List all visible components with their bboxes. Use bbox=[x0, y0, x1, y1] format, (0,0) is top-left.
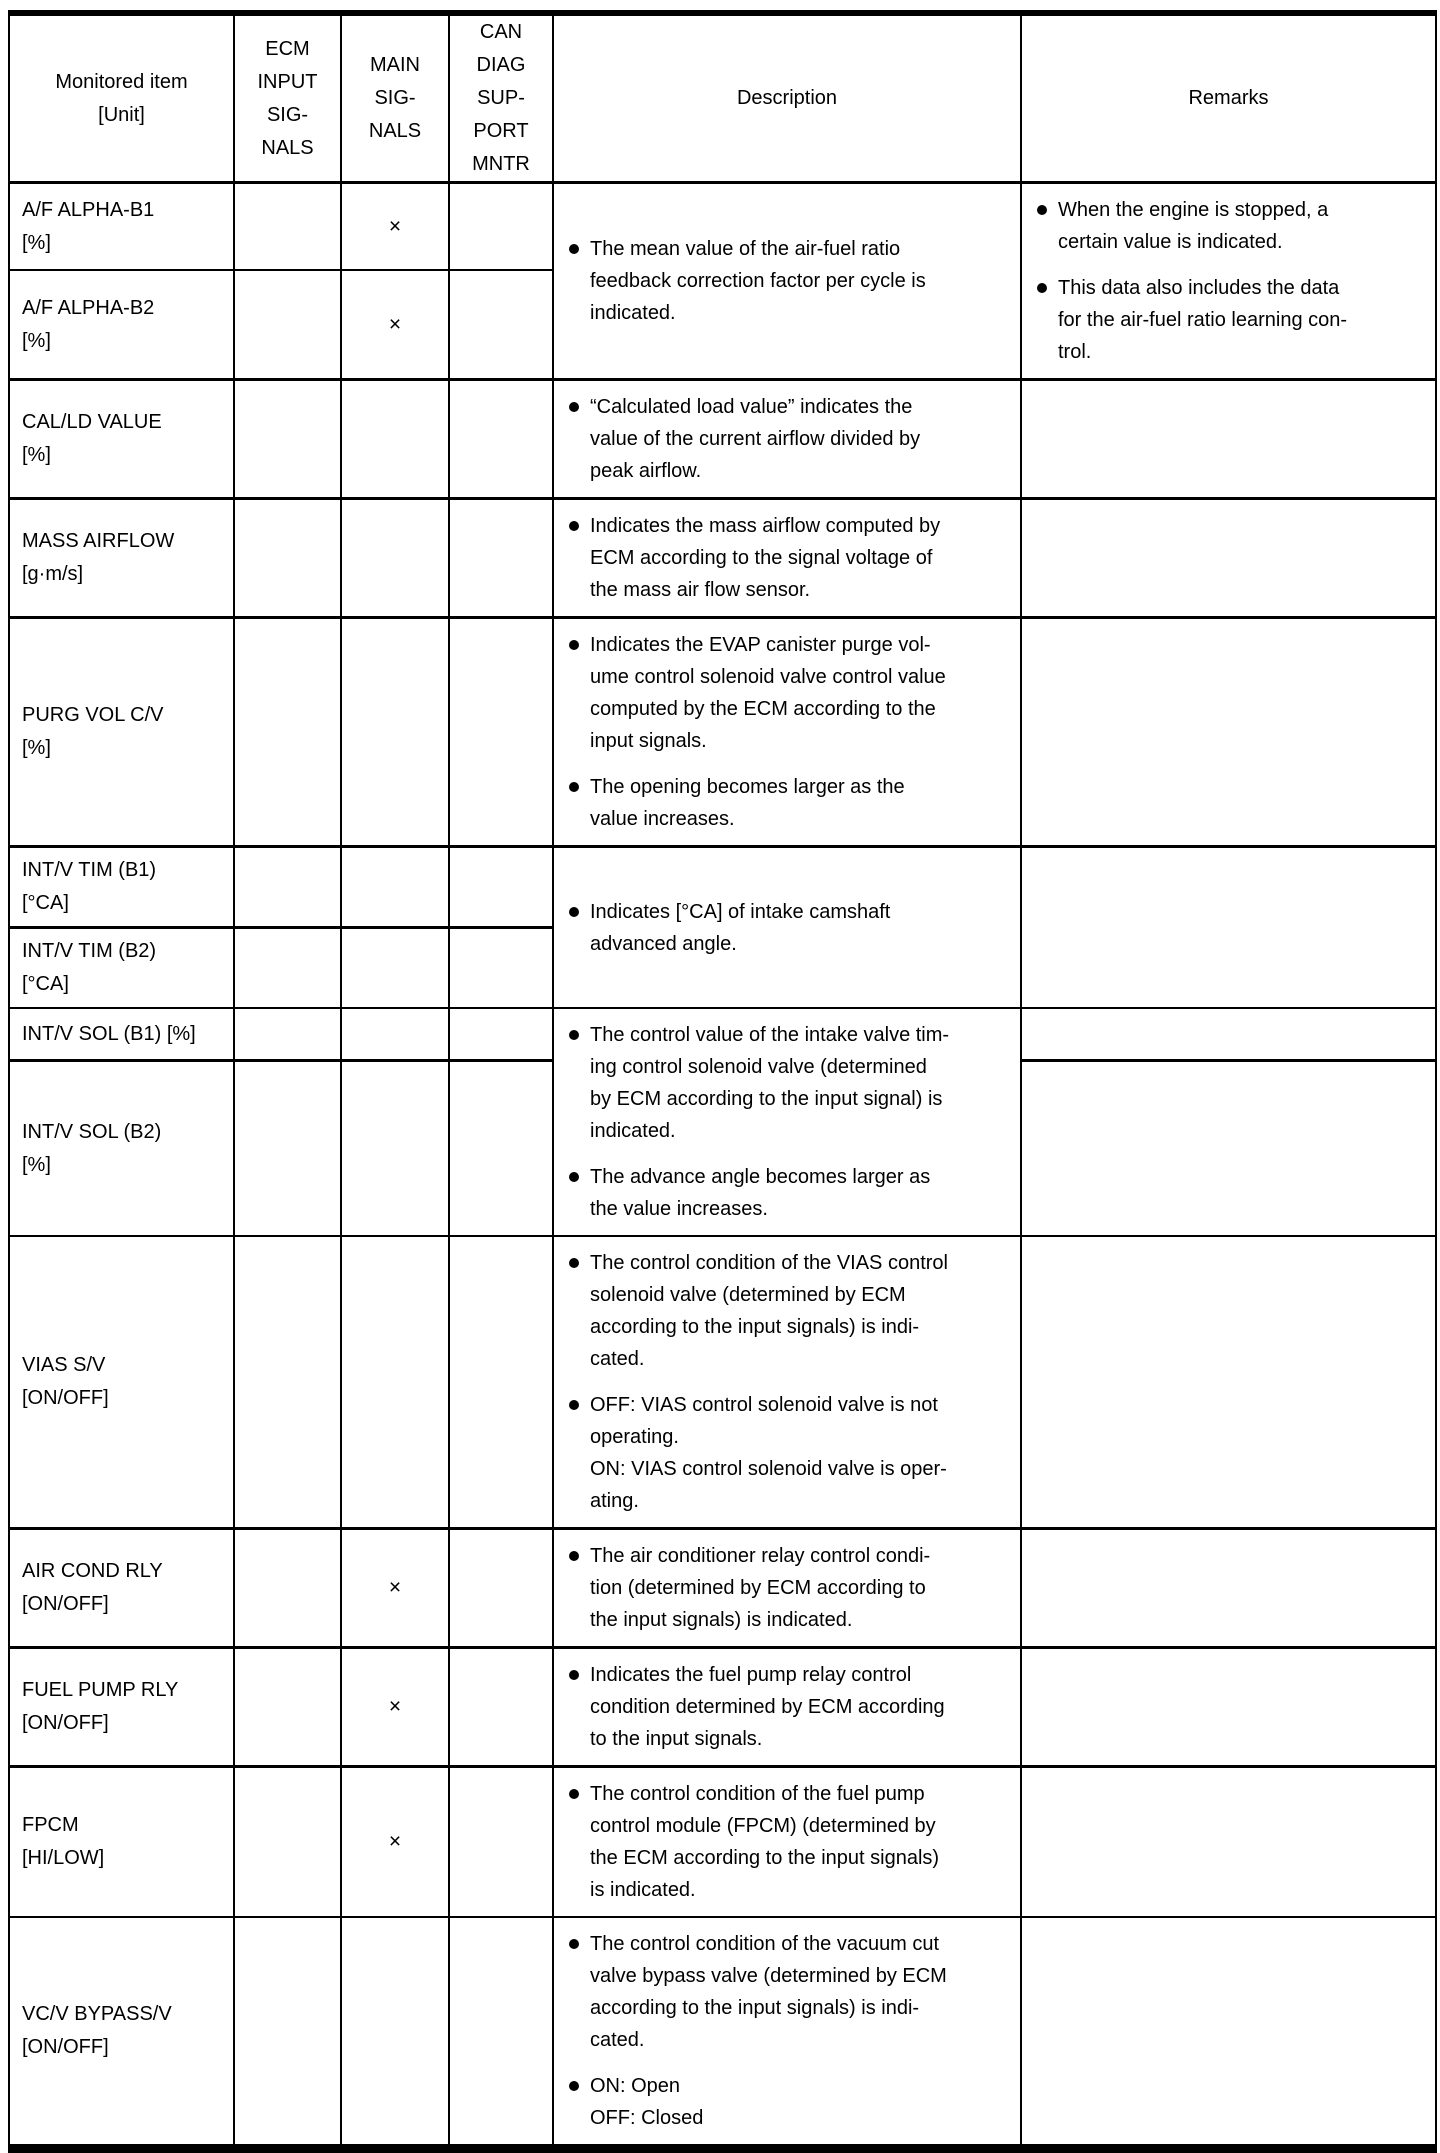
bullet-text: Indicates the mass airflow computed by ECM according to the signal voltage of the mass air flow sensor. bbox=[590, 515, 941, 601]
cell-main-signals-mark: × bbox=[341, 1767, 449, 1918]
bullet-icon bbox=[569, 1551, 579, 1561]
cell-can-diag-support-mntr bbox=[449, 499, 553, 618]
bullet-icon bbox=[569, 1258, 579, 1268]
cell-remarks bbox=[1021, 380, 1436, 499]
row-fuel-pump-rly bbox=[9, 1648, 1436, 1767]
cell-remarks bbox=[1021, 183, 1436, 380]
cell-ecm-input-signals bbox=[234, 1648, 341, 1767]
bullet-icon bbox=[569, 1172, 579, 1182]
bullet-text: The control condition of the vacuum cut valve bypass valve (determined by ECM according to the input signals) is indi- cated. bbox=[590, 1933, 947, 2051]
row-vias-sv bbox=[9, 1236, 1436, 1529]
cell-remarks bbox=[1021, 1061, 1436, 1236]
cell-can-diag-support-mntr bbox=[449, 1767, 553, 1918]
cell-main-signals-mark bbox=[341, 1236, 449, 1529]
row-mass-airflow bbox=[9, 499, 1436, 618]
cell-can-diag-support-mntr bbox=[449, 847, 553, 928]
cell-monitored-item: A/F ALPHA-B2 [%] bbox=[9, 270, 234, 379]
cell-description bbox=[553, 847, 1021, 1009]
bullet-icon bbox=[1037, 205, 1047, 215]
cell-ecm-input-signals bbox=[234, 1767, 341, 1918]
row-fpcm bbox=[9, 1767, 1436, 1918]
cell-remarks bbox=[1021, 1529, 1436, 1648]
bullet-text: The control condition of the fuel pump control module (FPCM) (determined by the ECM according to the input signals) is indicated. bbox=[590, 1783, 940, 1901]
bullet-icon bbox=[569, 640, 579, 650]
cell-ecm-input-signals bbox=[234, 618, 341, 847]
cell-main-signals-mark bbox=[341, 847, 449, 928]
cell-monitored-item: INT/V SOL (B1) [%] bbox=[9, 1008, 234, 1061]
cell-description bbox=[553, 1648, 1021, 1767]
cell-remarks bbox=[1021, 1648, 1436, 1767]
header-main-signals: MAIN SIG- NALS bbox=[341, 13, 449, 183]
cell-monitored-item: INT/V SOL (B2) [%] bbox=[9, 1061, 234, 1236]
bullet-text: This data also includes the data for the air-fuel ratio learning con- trol. bbox=[1058, 277, 1348, 363]
cell-ecm-input-signals bbox=[234, 499, 341, 618]
header-monitored-item: Monitored item [Unit] bbox=[9, 13, 234, 183]
bullet-icon bbox=[569, 1030, 579, 1040]
cell-main-signals-mark bbox=[341, 1008, 449, 1061]
cell-monitored-item: MASS AIRFLOW [g·m/s] bbox=[9, 499, 234, 618]
cell-can-diag-support-mntr bbox=[449, 1917, 553, 2149]
cell-description bbox=[553, 183, 1021, 380]
header-row bbox=[9, 13, 1436, 183]
bullet-text: Indicates [°CA] of intake camshaft advanced angle. bbox=[590, 900, 891, 955]
bullet-text: Indicates the fuel pump relay control condition determined by ECM according to the input signals. bbox=[590, 1664, 945, 1750]
cell-monitored-item: INT/V TIM (B2) [°CA] bbox=[9, 928, 234, 1009]
bullet-text: OFF: VIAS control solenoid valve is not operating. ON: VIAS control solenoid valve is oper- ating. bbox=[590, 1394, 947, 1512]
cell-can-diag-support-mntr bbox=[449, 1236, 553, 1529]
cell-monitored-item: CAL/LD VALUE [%] bbox=[9, 380, 234, 499]
bullet-text: “Calculated load value” indicates the value of the current airflow divided by peak airflow. bbox=[590, 396, 921, 482]
cell-main-signals-mark bbox=[341, 1061, 449, 1236]
cell-can-diag-support-mntr bbox=[449, 1061, 553, 1236]
bullet-text: When the engine is stopped, a certain value is indicated. bbox=[1058, 199, 1329, 253]
consult-data-table bbox=[8, 10, 1437, 2153]
bullet-icon bbox=[569, 402, 579, 412]
cell-ecm-input-signals bbox=[234, 1236, 341, 1529]
cell-can-diag-support-mntr bbox=[449, 1648, 553, 1767]
cell-main-signals-mark: × bbox=[341, 1648, 449, 1767]
bullet-text: The control value of the intake valve tim- ing control solenoid valve (determined by ECM according to the input signal) is indicated. bbox=[590, 1024, 950, 1142]
cell-ecm-input-signals bbox=[234, 928, 341, 1009]
cell-monitored-item: FPCM [HI/LOW] bbox=[9, 1767, 234, 1918]
row-cal-ld-value bbox=[9, 380, 1436, 499]
cell-can-diag-support-mntr bbox=[449, 928, 553, 1009]
bullet-text: The opening becomes larger as the value increases. bbox=[590, 776, 905, 830]
row-air-cond-rly bbox=[9, 1529, 1436, 1648]
header-can-diag-support-mntr: CAN DIAG SUP- PORT MNTR bbox=[449, 13, 553, 183]
cell-ecm-input-signals bbox=[234, 1008, 341, 1061]
cell-description bbox=[553, 1529, 1021, 1648]
header-ecm-input-signals: ECM INPUT SIG- NALS bbox=[234, 13, 341, 183]
bullet-icon bbox=[569, 907, 579, 917]
header-remarks: Remarks bbox=[1021, 13, 1436, 183]
bullet-text: The control condition of the VIAS control solenoid valve (determined by ECM according to the input signals) is indi- cated. bbox=[590, 1252, 948, 1370]
cell-main-signals-mark bbox=[341, 618, 449, 847]
header-description: Description bbox=[553, 13, 1021, 183]
cell-can-diag-support-mntr bbox=[449, 618, 553, 847]
cell-description bbox=[553, 1917, 1021, 2149]
cell-main-signals-mark: × bbox=[341, 183, 449, 271]
cell-main-signals-mark: × bbox=[341, 1529, 449, 1648]
cell-main-signals-mark: × bbox=[341, 270, 449, 379]
row-intv-tim-b1 bbox=[9, 847, 1436, 928]
cell-can-diag-support-mntr bbox=[449, 270, 553, 379]
cell-monitored-item: INT/V TIM (B1) [°CA] bbox=[9, 847, 234, 928]
cell-can-diag-support-mntr bbox=[449, 1529, 553, 1648]
cell-description bbox=[553, 1767, 1021, 1918]
bullet-icon bbox=[569, 2081, 579, 2091]
cell-ecm-input-signals bbox=[234, 183, 341, 271]
cell-ecm-input-signals bbox=[234, 380, 341, 499]
cell-ecm-input-signals bbox=[234, 270, 341, 379]
bullet-text: The air conditioner relay control condi- tion (determined by ECM according to the input signals) is indicated. bbox=[590, 1545, 931, 1631]
cell-remarks bbox=[1021, 1008, 1436, 1061]
bullet-icon bbox=[569, 244, 579, 254]
cell-ecm-input-signals bbox=[234, 1917, 341, 2149]
bullet-text: The advance angle becomes larger as the value increases. bbox=[590, 1166, 931, 1220]
cell-ecm-input-signals bbox=[234, 1061, 341, 1236]
cell-monitored-item: A/F ALPHA-B1 [%] bbox=[9, 183, 234, 271]
cell-main-signals-mark bbox=[341, 499, 449, 618]
bullet-icon bbox=[569, 1670, 579, 1680]
cell-description bbox=[553, 1008, 1021, 1236]
row-vcv-bypass-v bbox=[9, 1917, 1436, 2149]
cell-monitored-item: VC/V BYPASS/V [ON/OFF] bbox=[22, 2003, 172, 2058]
bullet-text: ON: Open OFF: Closed bbox=[590, 2075, 704, 2129]
cell-ecm-input-signals bbox=[234, 847, 341, 928]
bullet-icon bbox=[569, 1400, 579, 1410]
cell-description bbox=[553, 499, 1021, 618]
cell-remarks bbox=[1021, 618, 1436, 847]
cell-monitored-item: PURG VOL C/V [%] bbox=[9, 618, 234, 847]
cell-remarks bbox=[1021, 1767, 1436, 1918]
cell-main-signals-mark bbox=[341, 380, 449, 499]
bullet-icon bbox=[1037, 283, 1047, 293]
row-af-alpha-b1 bbox=[9, 183, 1436, 271]
cell-remarks bbox=[1021, 1917, 1436, 2149]
bullet-icon bbox=[569, 782, 579, 792]
bullet-icon bbox=[569, 521, 579, 531]
cell-monitored-item: FUEL PUMP RLY [ON/OFF] bbox=[9, 1648, 234, 1767]
cell-can-diag-support-mntr bbox=[449, 183, 553, 271]
cell-can-diag-support-mntr bbox=[449, 1008, 553, 1061]
row-intv-sol-b1 bbox=[9, 1008, 1436, 1061]
cell-description bbox=[553, 618, 1021, 847]
cell-remarks bbox=[1021, 1236, 1436, 1529]
bullet-text: Indicates the EVAP canister purge vol- ume control solenoid valve control value computed by the ECM according to the input signals. bbox=[590, 634, 946, 752]
cell-main-signals-mark bbox=[341, 1917, 449, 2149]
cell-description bbox=[553, 380, 1021, 499]
cell-remarks bbox=[1021, 499, 1436, 618]
bullet-text: The mean value of the air-fuel ratio feedback correction factor per cycle is indicated. bbox=[590, 238, 926, 324]
row-purg-vol-cv bbox=[9, 618, 1436, 847]
cell-monitored-item: VIAS S/V [ON/OFF] bbox=[9, 1236, 234, 1529]
cell-main-signals-mark bbox=[341, 928, 449, 1009]
cell-remarks bbox=[1021, 847, 1436, 1009]
cell-description bbox=[553, 1236, 1021, 1529]
cell-can-diag-support-mntr bbox=[449, 380, 553, 499]
bullet-icon bbox=[569, 1939, 579, 1949]
cell-monitored-item: AIR COND RLY [ON/OFF] bbox=[9, 1529, 234, 1648]
bullet-icon bbox=[569, 1789, 579, 1799]
cell-ecm-input-signals bbox=[234, 1529, 341, 1648]
